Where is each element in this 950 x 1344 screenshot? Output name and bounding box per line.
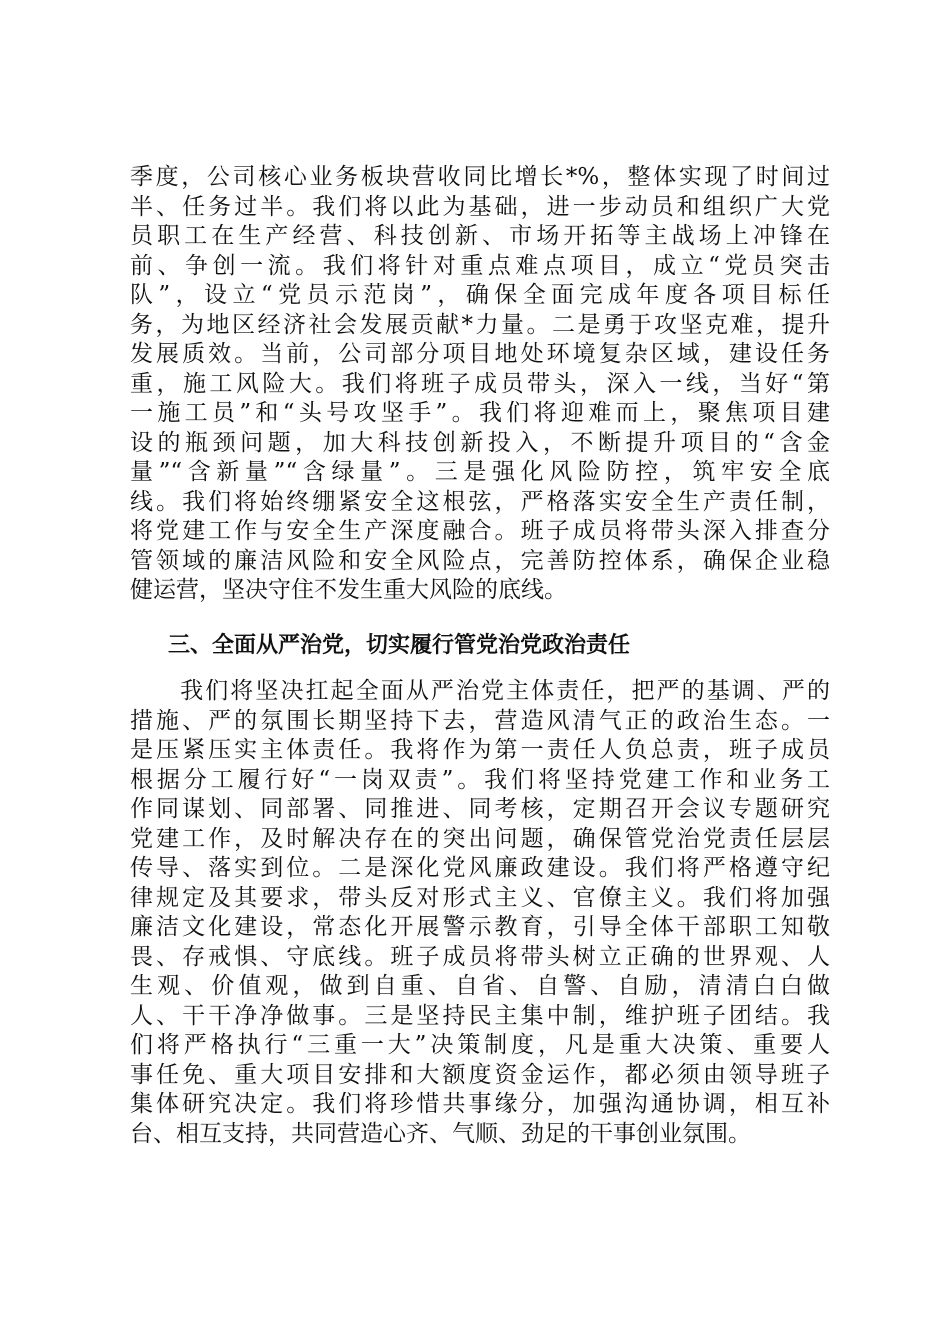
text-line: 是压紧压实主体责任。我将作为第一责任人负总责，班子成员 <box>130 737 830 763</box>
text-line: 我们将坚决扛起全面从严治党主体责任，把严的基调、严的 <box>130 678 830 704</box>
text-line: 措施、严的氛围长期坚持下去，营造风清气正的政治生态。一 <box>130 707 830 734</box>
text-line: 事任免、重大项目安排和大额度资金运作，都必须由领导班子 <box>130 1061 830 1088</box>
text-line: 前、争创一流。我们将针对重点难点项目，成立“党员突击 <box>130 252 830 279</box>
text-line: 量”“含新量”“含绿量”。三是强化风险防控，筑牢安全底 <box>130 459 830 485</box>
text-line: 重，施工风险大。我们将班子成员带头，深入一线，当好“第 <box>130 370 830 397</box>
text-line: 人、干干净净做事。三是坚持民主集中制，维护班子团结。我 <box>130 1002 830 1029</box>
text-line: 传导、落实到位。二是深化党风廉政建设。我们将严格遵守纪 <box>130 855 830 881</box>
text-line: 集体研究决定。我们将珍惜共事缘分，加强沟通协调，相互补 <box>130 1091 830 1117</box>
text-line: 线。我们将始终绷紧安全这根弦，严格落实安全生产责任制， <box>130 488 830 515</box>
text-line: 律规定及其要求，带头反对形式主义、官僚主义。我们将加强 <box>130 884 830 911</box>
text-line: 台、相互支持，共同营造心齐、气顺、劲足的干事创业氛围。 <box>130 1120 751 1147</box>
text-line: 队”，设立“党员示范岗”，确保全面完成年度各项目标任 <box>130 282 830 308</box>
text-line: 务，为地区经济社会发展贡献*力量。二是勇于攻坚克难，提升 <box>130 311 830 338</box>
text-line: 生观、价值观，做到自重、自省、自警、自励，清清白白做 <box>130 973 830 999</box>
section-heading: 三、全面从严治党，切实履行管党治党政治责任 <box>168 633 631 658</box>
text-line: 作同谋划、同部署、同推进、同考核，定期召开会议专题研究 <box>130 796 830 822</box>
text-line: 们将严格执行“三重一大”决策制度，凡是重大决策、重要人 <box>130 1032 830 1058</box>
text-line: 一施工员”和“头号攻坚手”。我们将迎难而上，聚焦项目建 <box>130 400 830 426</box>
text-line: 党建工作，及时解决存在的突出问题，确保管党治党责任层层 <box>130 825 830 852</box>
text-line: 健运营，坚决守住不发生重大风险的底线。 <box>130 577 567 603</box>
text-line: 将党建工作与安全生产深度融合。班子成员将带头深入排查分 <box>130 518 830 544</box>
text-line: 管领域的廉洁风险和安全风险点，完善防控体系，确保企业稳 <box>130 547 830 574</box>
text-line: 季度，公司核心业务板块营收同比增长*%，整体实现了时间过 <box>130 164 830 190</box>
text-line: 员职工在生产经营、科技创新、市场开拓等主战场上冲锋在 <box>130 223 830 249</box>
text-line: 畏、存戒惧、守底线。班子成员将带头树立正确的世界观、人 <box>130 943 830 970</box>
text-line: 发展质效。当前，公司部分项目地处环境复杂区域，建设任务 <box>130 341 830 367</box>
text-line: 设的瓶颈问题，加大科技创新投入，不断提升项目的“含金 <box>130 429 830 456</box>
text-line: 根据分工履行好“一岗双责”。我们将坚持党建工作和业务工 <box>130 766 830 793</box>
text-line: 廉洁文化建设，常态化开展警示教育，引导全体干部职工知敬 <box>130 914 830 940</box>
text-line: 半、任务过半。我们将以此为基础，进一步动员和组织广大党 <box>130 193 830 220</box>
